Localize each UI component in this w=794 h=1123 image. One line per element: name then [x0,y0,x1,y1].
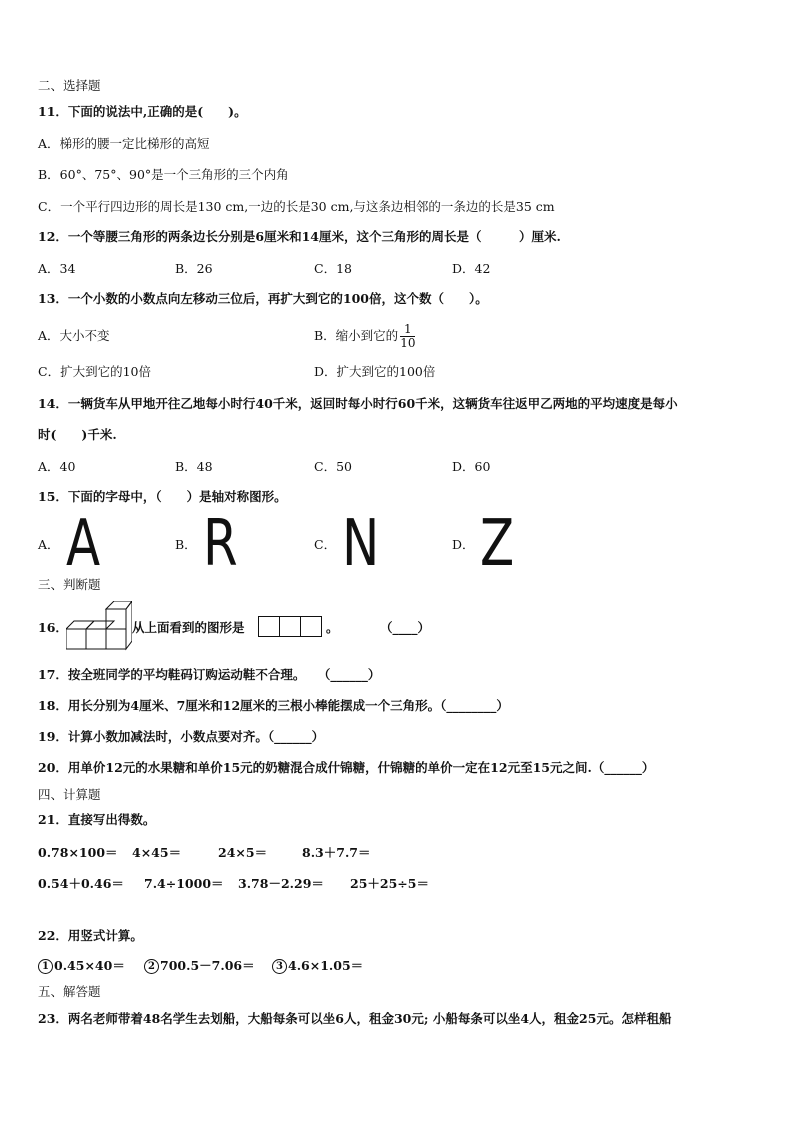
circled-number: 2 [144,959,159,974]
q21-item: 4×45＝ [132,845,182,860]
q15-letter-r: R [203,507,238,581]
section-heading-3: 三、判断题 [38,577,101,592]
cube-stack-figure [66,601,132,651]
section-heading-4: 四、计算题 [38,787,101,802]
q14-option-a: A．40 [38,459,76,474]
q20: 20．用单价12元的水果糖和单价15元的奶糖混合成什锦糖，什锦糖的单价一定在12元至15元之间.（______） [38,760,655,775]
q14-option-c: C．50 [314,459,352,474]
q11-option-b: B．60°、75°、90°是一个三角形的三个内角 [38,167,289,182]
q12-option-d: D．42 [452,261,491,276]
q22-item-1-text: 0.45×40＝ [54,958,125,973]
circled-number: 3 [272,959,287,974]
q21-item: 24×5＝ [218,845,268,860]
q18: 18．用长分别为4厘米、7厘米和12厘米的三根小棒能摆成一个三角形。（________） [38,698,509,713]
q21-item: 0.78×100＝ [38,845,118,860]
q12-option-a: A．34 [38,261,76,276]
q21-stem: 21．直接写出得数。 [38,812,156,827]
q16-text: 从上面看到的图形是 [132,620,245,635]
q15-label-a: A． [38,537,60,552]
q23: 23．两名老师带着48名学生去划船，大船每条可以坐6人，租金30元; 小船每条可以坐4人，租金25元。怎样租船 [38,1011,672,1026]
q15-letter-a: A [66,507,101,581]
top-view-figure [258,616,324,637]
q22-item-3 [272,958,363,974]
q15-label-b: B． [175,537,197,552]
q14-option-b: B．48 [175,459,213,474]
q17: 17．按全班同学的平均鞋码订购运动鞋不合理。 （______） [38,667,381,682]
section-heading-2: 二、选择题 [38,78,101,93]
q11-option-a: A．梯形的腰一定比梯形的高短 [38,136,210,151]
q15-label-d: D． [452,537,475,552]
q13-option-c: C．扩大到它的10倍 [38,364,151,379]
q13-option-a: A．大小不变 [38,328,110,343]
q22-item-3-text: 4.6×1.05＝ [288,958,364,973]
q13-option-b [314,319,415,353]
q22-item-2 [144,958,255,974]
q21-item: 0.54＋0.46＝ [38,876,124,891]
q14-stem: 14．一辆货车从甲地开往乙地每小时行40千米，返回时每小时行60千米，这辆货车往返甲乙两地的平均速度是每小 [38,396,678,411]
q12-option-b: B．26 [175,261,213,276]
q21-item: 3.78－2.29＝ [238,876,324,891]
q15-label-c: C． [314,537,337,552]
q21-item: 25＋25÷5＝ [350,876,429,891]
q22-item-2-text: 700.5－7.06＝ [160,958,255,973]
q15-letter-n: N [342,507,380,581]
q21-item: 7.4÷1000＝ [144,876,224,891]
section-heading-5: 五、解答题 [38,984,101,999]
q15-letter-z: Z [480,507,515,581]
q14-stem-continued: 时( )千米. [38,427,117,442]
q19: 19．计算小数加减法时，小数点要对齐。（______） [38,729,325,744]
fraction-denominator: 10 [400,336,416,350]
q14-option-d: D．60 [452,459,491,474]
q21-item: 8.3＋7.7＝ [302,845,371,860]
q13-option-d: D．扩大到它的100倍 [314,364,436,379]
q12-option-c: C．18 [314,261,352,276]
q15-stem: 15．下面的字母中，（ ）是轴对称图形。 [38,489,287,504]
q16-answer-blank: （____） [380,620,431,635]
q12-stem: 12．一个等腰三角形的两条边长分别是6厘米和14厘米，这个三角形的周长是（ ）厘米. [38,229,561,244]
q22-stem: 22．用竖式计算。 [38,928,143,943]
q11-option-c: C．一个平行四边形的周长是130 cm,一边的长是30 cm,与这条边相邻的一条边的长是35 cm [38,199,555,214]
q13-option-b-text: B．缩小到它的 [314,328,399,343]
circled-number: 1 [38,959,53,974]
q16-period: 。 [326,620,339,635]
q22-item-1 [38,958,125,974]
q11-stem: 11．下面的说法中,正确的是( )。 [38,104,247,119]
q16-number: 16． [38,620,68,635]
q13-stem: 13．一个小数的小数点向左移动三位后，再扩大到它的100倍，这个数（ ）。 [38,291,488,306]
fraction [400,323,415,350]
fraction-numerator: 1 [400,323,415,337]
